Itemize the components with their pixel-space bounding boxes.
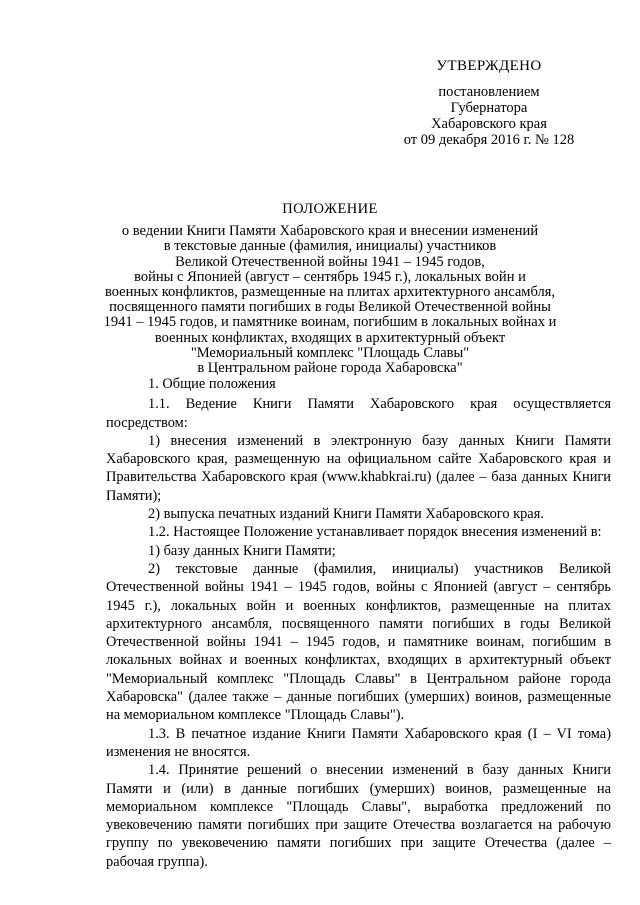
approval-line-1: постановлением (438, 84, 540, 100)
approval-line-2: Губернатора (450, 100, 528, 116)
paragraph-1-1-item-2: 2) выпуска печатных изданий Книги Памяти Хабаровского края. (148, 506, 544, 523)
title-line: в Центральном районе города Хабаровска" (197, 360, 463, 377)
section-heading-general: 1. Общие положения (148, 376, 276, 392)
paragraph-1-1: 1.1. Ведение Книги Памяти Хабаровского края осуществляется посредством: (106, 396, 611, 431)
paragraph-1-4: 1.4. Принятие решений о внесении изменений в базу данных Книги Памяти и (или) в данные погибших (умерших) воинов, размещенные на мемориальном комплексе "Площадь Славы", выработка предложений по увековечению памяти погибших при защите Отечества возлагается на рабочую группу по увековечению памяти погибших при защите Отечества (далее – рабочая группа). (106, 762, 611, 870)
title-line: "Мемориальный комплекс "Площадь Славы" (190, 344, 470, 361)
approval-heading: УТВЕРЖДЕНО (436, 58, 542, 74)
document-title (90, 202, 570, 376)
paragraph-1-2-item-2: 2) текстовые данные (фамилия, инициалы) участников Великой Отечественной войны 1941 – 1945 годов, войны с Японией (август – сентябрь 1945 г.), локальных войн и военных конфликтов, размещенные на плитах архитектурного ансамбля, посвященного памяти погибших в годы Великой Отечественной войны 1941 – 1945 годов, и памятнике воинам, погибшим в локальных войнах и военных конфликтах, входящих в архитектурный объект "Мемориальный комплекс "Площадь Славы" в Центральном районе города Хабаровска" (далее также – данные погибших (умерших) воинов, размещенные на мемориальном комплексе "Площадь Славы"). (106, 560, 611, 724)
approval-stamp (398, 58, 580, 148)
title-line: 1941 – 1945 годов, и памятнике воинам, погибшим в локальных войнах и (103, 314, 557, 331)
paragraph-1-1-item-1: 1) внесения изменений в электронную базу данных Книги Памяти Хабаровского края, размещенную на официальном сайте Хабаровского края и Правительства Хабаровского края (www.khabkrai.ru) (далее – база данных Книги Памяти); (106, 432, 611, 504)
paragraph-1-3: 1.3. В печатное издание Книги Памяти Хабаровского края (I – VI тома) изменения не вносятся. (106, 725, 611, 760)
document-body (106, 375, 611, 871)
title-line: посвященного памяти погибших в годы Великой Отечественной войны (109, 299, 551, 316)
approval-date: от 09 декабря 2016 г. № 128 (403, 132, 575, 148)
title-line: войны с Японией (август – сентябрь 1945 г.), локальных войн и (134, 268, 526, 285)
title-line: о ведении Книги Памяти Хабаровского края и внесении изменений (121, 223, 539, 240)
paragraph-1-2-item-1: 1) базу данных Книги Памяти; (148, 542, 336, 559)
title-line: военных конфликтов, размещенные на плитах архитектурного ансамбля, (105, 284, 555, 301)
title-line: военных конфликтах, входящих в архитектурный объект (154, 329, 506, 346)
paragraph-1-2: 1.2. Настоящее Положение устанавливает порядок внесения изменений в: (148, 524, 602, 541)
title-line: в текстовые данные (фамилия, инициалы) участников (163, 238, 497, 255)
approval-line-3: Хабаровского края (431, 116, 547, 132)
title-heading: ПОЛОЖЕНИЕ (282, 201, 378, 217)
title-line: Великой Отечественной войны 1941 – 1945 годов, (175, 253, 485, 270)
